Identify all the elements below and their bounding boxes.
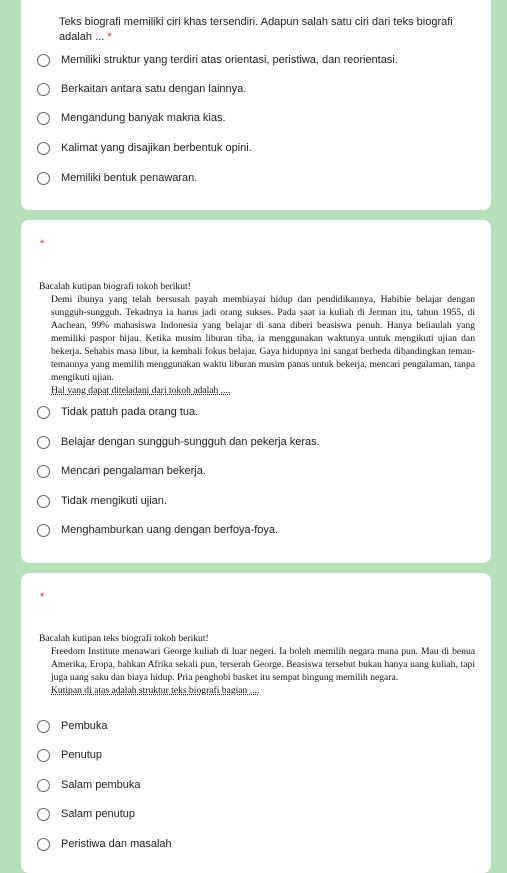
passage-body: Demi ibunya yang telah bersusah payah membiayai hidup dan pendidikannya, Habibie belajar dengan sungguh-sungguh. Tekadnya ia harus jadi orang sukses. Pada saat ia kuliah di Jerman itu, tahun 1955, di Aachean, 99% mahasiswa Indonesia yang belajar di sana diberi beasiswa penuh. Hanya beliaulah yang memiliki paspor hijau. Ketika musim liburan tiba, ia menggunakan waktunya untuk mengikuti ujian dan bekerja. Sehabis masa libur, ia kembali fokus belajar. Gaya hidupnya ini sangat berbeda dibandingkan teman-temannya yang memilih menggunakan waktu liburan musim panas untuk bekerja, mencari pengalaman, tanpa mengikuti ujian.: [51, 294, 475, 383]
passage-lead: Bacalah kutipan biografi tokoh berikut!: [39, 281, 191, 292]
option-label: Salam pembuka: [61, 779, 141, 791]
option-label: Mengandung banyak makna kias.: [61, 112, 226, 124]
option-2[interactable]: [37, 432, 320, 452]
option-label: Tidak patuh pada orang tua.: [61, 406, 199, 418]
option-5[interactable]: [37, 168, 197, 188]
option-label: Tidak mengikuti ujian.: [61, 495, 167, 507]
radio-icon[interactable]: [37, 495, 50, 508]
question-title: [59, 15, 479, 45]
option-4[interactable]: [37, 804, 135, 824]
question-text: Teks biografi memiliki ciri khas tersendiri. Adapun salah satu ciri dari teks biografi adalah ...: [59, 16, 453, 43]
option-label: Memiliki bentuk penawaran.: [61, 172, 198, 184]
option-3[interactable]: [37, 108, 226, 128]
radio-icon[interactable]: [37, 142, 50, 155]
option-label: Penutup: [61, 749, 102, 761]
radio-icon[interactable]: [37, 720, 50, 733]
radio-icon[interactable]: [37, 749, 50, 762]
option-5[interactable]: [37, 520, 278, 540]
required-mark: *: [40, 238, 45, 250]
option-label: Kalimat yang disajikan berbentuk opini.: [61, 142, 252, 154]
required-mark: *: [40, 591, 45, 603]
required-mark: *: [107, 31, 112, 43]
option-label: Belajar dengan sungguh-sungguh dan pekerja keras.: [61, 436, 320, 448]
radio-icon[interactable]: [37, 406, 50, 419]
passage-question: Kutipan di atas adalah struktur teks biografi bagian ....: [51, 685, 260, 696]
option-label: Salam penutup: [61, 808, 135, 820]
passage-lead: Bacalah kutipan teks biografi tokoh berikut!: [39, 633, 209, 644]
option-2[interactable]: [37, 745, 102, 765]
option-label: Memiliki struktur yang terdiri atas orientasi, peristiwa, dan reorientasi.: [61, 54, 398, 66]
option-4[interactable]: [37, 138, 252, 158]
question-card-1: [21, 0, 491, 210]
radio-icon[interactable]: [37, 172, 50, 185]
passage-body: Freedom Institute menawari George kuliah di luar negeri. Ia boleh memilih negara mana pun. Mau di benua Amerika, Eropa, bahkan Afrika sekali pun, terserah George. Beasiswa tersebut bukan hanya uang kuliah, tapi juga uang saku dan biaya hidup. Pria penghobi basket itu sempat bingung memilih negara.: [51, 646, 475, 683]
option-label: Mencari pengalaman bekerja.: [61, 465, 206, 477]
option-label: Pembuka: [61, 720, 108, 732]
radio-icon[interactable]: [37, 436, 50, 449]
option-1[interactable]: [37, 402, 198, 422]
radio-icon[interactable]: [37, 465, 50, 478]
radio-icon[interactable]: [37, 83, 50, 96]
passage: [39, 280, 475, 397]
option-1[interactable]: [37, 716, 107, 736]
option-5[interactable]: [37, 834, 172, 854]
radio-icon[interactable]: [37, 838, 50, 851]
radio-icon[interactable]: [37, 808, 50, 821]
option-label: Menghamburkan uang dengan berfoya-foya.: [61, 524, 279, 536]
radio-icon[interactable]: [37, 779, 50, 792]
radio-icon[interactable]: [37, 112, 50, 125]
passage-question: Hal yang dapat diteladani dari tokoh adalah ....: [51, 385, 231, 396]
question-card-2: [21, 220, 491, 563]
radio-icon[interactable]: [37, 54, 50, 67]
passage: [39, 632, 475, 697]
option-3[interactable]: [37, 775, 141, 795]
option-label: Berkaitan antara satu dengan lainnya.: [61, 83, 247, 95]
option-label: Peristiwa dan masalah: [61, 838, 172, 850]
radio-icon[interactable]: [37, 524, 50, 537]
question-card-3: [21, 573, 491, 873]
option-2[interactable]: [37, 79, 246, 99]
option-3[interactable]: [37, 461, 206, 481]
option-4[interactable]: [37, 491, 167, 511]
option-1[interactable]: [37, 50, 398, 70]
